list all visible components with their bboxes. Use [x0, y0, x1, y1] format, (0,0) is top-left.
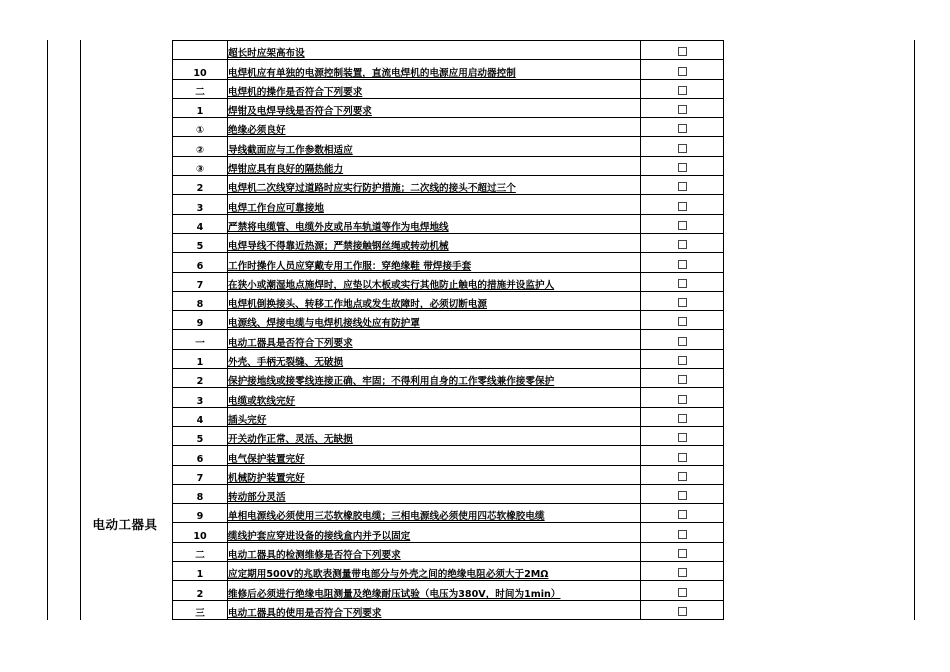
item-text-cell	[228, 369, 641, 388]
item-text-cell	[228, 291, 641, 310]
checkbox-cell	[641, 581, 724, 600]
table-row	[173, 542, 724, 561]
item-text: 电动工器具的检测维修是否符合下列要求	[228, 550, 401, 562]
checkbox[interactable]	[678, 298, 687, 307]
item-text: 绝缘必须良好	[228, 125, 286, 137]
checkbox-cell	[641, 542, 724, 561]
table-row	[173, 214, 724, 233]
checkbox[interactable]	[678, 47, 687, 56]
checkbox[interactable]	[678, 375, 687, 384]
checkbox-cell	[641, 484, 724, 503]
item-text-cell	[228, 600, 641, 619]
item-number: 8	[173, 484, 228, 503]
item-text: 保护接地线或接零线连接正确、牢固；不得利用自身的工作零线兼作接零保护	[228, 376, 555, 388]
checkbox[interactable]	[678, 414, 687, 423]
checkbox-cell	[641, 562, 724, 581]
item-text: 电焊导线不得靠近热源；严禁接触钢丝绳或转动机械	[228, 241, 449, 253]
checkbox-cell	[641, 118, 724, 137]
checkbox[interactable]	[678, 356, 687, 365]
checkbox-cell	[641, 156, 724, 175]
table-row	[173, 60, 724, 79]
item-number: ③	[173, 156, 228, 175]
item-number: ②	[173, 137, 228, 156]
table-row	[173, 291, 724, 310]
checkbox-cell	[641, 233, 724, 252]
item-number: 5	[173, 233, 228, 252]
item-text: 超长时应架高布设	[228, 48, 305, 60]
item-text-cell	[228, 446, 641, 465]
checkbox[interactable]	[678, 202, 687, 211]
checkbox[interactable]	[678, 433, 687, 442]
table-row	[173, 600, 724, 619]
checkbox[interactable]	[678, 395, 687, 404]
table-row	[173, 41, 724, 60]
item-text-cell	[228, 98, 641, 117]
item-number: 5	[173, 426, 228, 445]
item-text: 机械防护装置完好	[228, 472, 305, 484]
item-text: 电焊工作台应可靠接地	[228, 202, 324, 214]
table-row	[173, 311, 724, 330]
item-text: 在狭小或潮湿地点施焊时，应垫以木板或实行其他防止触电的措施并设监护人	[228, 279, 555, 291]
item-text: 电焊机二次线穿过道路时应实行防护措施；二次线的接头不超过三个	[228, 183, 516, 195]
item-text: 电缆或软线完好	[228, 395, 296, 407]
checkbox[interactable]	[678, 105, 687, 114]
item-text-cell	[228, 79, 641, 98]
checkbox-cell	[641, 426, 724, 445]
item-number: 三	[173, 600, 228, 619]
checkbox-cell	[641, 600, 724, 619]
table-row	[173, 388, 724, 407]
item-text: 导线截面应与工作参数相适应	[228, 144, 353, 156]
item-number: 3	[173, 388, 228, 407]
checkbox-cell	[641, 41, 724, 60]
checkbox-cell	[641, 465, 724, 484]
item-text: 电焊机的操作是否符合下列要求	[228, 86, 363, 98]
checkbox-cell	[641, 272, 724, 291]
checkbox[interactable]	[678, 549, 687, 558]
table-row	[173, 407, 724, 426]
item-text: 电焊机应有单独的电源控制装置，直流电焊机的电源应用启动器控制	[228, 67, 516, 79]
checkbox-cell	[641, 311, 724, 330]
item-text-cell	[228, 407, 641, 426]
item-number: 3	[173, 195, 228, 214]
checkbox-cell	[641, 523, 724, 542]
item-text-cell	[228, 349, 641, 368]
table-row	[173, 137, 724, 156]
checkbox-cell	[641, 369, 724, 388]
checkbox-cell	[641, 388, 724, 407]
item-text: 工作时操作人员应穿戴专用工作服：穿绝缘鞋 带焊接手套	[228, 260, 472, 272]
table-row	[173, 523, 724, 542]
right-outer-border	[914, 40, 915, 620]
table-row	[173, 446, 724, 465]
checkbox[interactable]	[678, 337, 687, 346]
checkbox-cell	[641, 330, 724, 349]
item-number: 2	[173, 369, 228, 388]
item-number: ①	[173, 118, 228, 137]
table-row	[173, 581, 724, 600]
item-text-cell	[228, 484, 641, 503]
category-column-border	[80, 40, 81, 620]
item-text: 插头完好	[228, 414, 267, 426]
item-number: 7	[173, 465, 228, 484]
checkbox[interactable]	[678, 530, 687, 539]
item-number: 1	[173, 98, 228, 117]
item-text-cell	[228, 542, 641, 561]
checkbox-cell	[641, 195, 724, 214]
item-text-cell	[228, 523, 641, 542]
table-row	[173, 484, 724, 503]
checkbox-cell	[641, 176, 724, 195]
item-text-cell	[228, 562, 641, 581]
checkbox-cell	[641, 214, 724, 233]
item-text: 电气保护装置完好	[228, 453, 305, 465]
checkbox-cell	[641, 253, 724, 272]
table-row	[173, 253, 724, 272]
item-text: 电动工器具是否符合下列要求	[228, 337, 353, 349]
table-row	[173, 272, 724, 291]
item-number: 一	[173, 330, 228, 349]
checkbox-cell	[641, 60, 724, 79]
table-row	[173, 465, 724, 484]
item-text: 应定期用500V的兆欧表测量带电部分与外壳之间的绝缘电阻必须大于2MΩ	[228, 569, 549, 581]
item-number: 8	[173, 291, 228, 310]
item-number: 10	[173, 60, 228, 79]
item-text: 开关动作正常、灵活、无缺损	[228, 434, 353, 446]
item-text: 维修后必须进行绝缘电阻测量及绝缘耐压试验（电压为380V，时间为1min）	[228, 588, 561, 600]
checkbox[interactable]	[678, 453, 687, 462]
table-row	[173, 504, 724, 523]
checkbox[interactable]	[678, 491, 687, 500]
checkbox[interactable]	[678, 144, 687, 153]
item-number: 二	[173, 542, 228, 561]
item-text: 电源线、焊接电缆与电焊机接线处应有防护罩	[228, 318, 420, 330]
table-row	[173, 195, 724, 214]
item-text: 外壳、手柄无裂缝、无破损	[228, 357, 344, 369]
checkbox[interactable]	[678, 221, 687, 230]
category-label: 电动工器具	[92, 517, 158, 532]
left-outer-border	[47, 40, 48, 620]
item-number: 6	[173, 253, 228, 272]
item-number: 10	[173, 523, 228, 542]
checkbox[interactable]	[678, 568, 687, 577]
item-text-cell	[228, 426, 641, 445]
item-text-cell	[228, 504, 641, 523]
item-text-cell	[228, 253, 641, 272]
item-number: 4	[173, 214, 228, 233]
item-text: 严禁将电缆管、电缆外皮或吊车轨道等作为电焊地线	[228, 221, 449, 233]
table-row	[173, 369, 724, 388]
item-text-cell	[228, 465, 641, 484]
table-row	[173, 426, 724, 445]
item-text-cell	[228, 581, 641, 600]
checkbox-cell	[641, 291, 724, 310]
checkbox[interactable]	[678, 317, 687, 326]
checkbox-cell	[641, 98, 724, 117]
item-text: 电焊机倒换接头、转移工作地点或发生故障时，必须切断电源	[228, 299, 488, 311]
checklist-table	[172, 40, 724, 620]
item-number	[173, 41, 228, 60]
item-number: 1	[173, 349, 228, 368]
checkbox[interactable]	[678, 163, 687, 172]
checkbox[interactable]	[678, 279, 687, 288]
table-row	[173, 562, 724, 581]
checkbox[interactable]	[678, 260, 687, 269]
item-text-cell	[228, 176, 641, 195]
checkbox[interactable]	[678, 124, 687, 133]
checkbox-cell	[641, 446, 724, 465]
table-row	[173, 98, 724, 117]
checkbox-cell	[641, 349, 724, 368]
table-row	[173, 349, 724, 368]
checkbox-cell	[641, 407, 724, 426]
item-text-cell	[228, 388, 641, 407]
checkbox-cell	[641, 79, 724, 98]
checkbox[interactable]	[678, 86, 687, 95]
checklist-body	[173, 41, 724, 620]
item-text: 转动部分灵活	[228, 492, 286, 504]
item-text-cell	[228, 41, 641, 60]
item-text: 单相电源线必须使用三芯软橡胶电缆；三相电源线必须使用四芯软橡胶电缆	[228, 511, 545, 523]
item-text: 电动工器具的使用是否符合下列要求	[228, 607, 382, 619]
table-row	[173, 233, 724, 252]
item-text-cell	[228, 156, 641, 175]
item-text-cell	[228, 272, 641, 291]
table-row	[173, 176, 724, 195]
item-text: 焊钳及电焊导线是否符合下列要求	[228, 106, 372, 118]
checkbox[interactable]	[678, 510, 687, 519]
item-text-cell	[228, 60, 641, 79]
table-row	[173, 156, 724, 175]
item-text-cell	[228, 233, 641, 252]
item-number: 6	[173, 446, 228, 465]
item-number: 9	[173, 311, 228, 330]
item-text-cell	[228, 330, 641, 349]
checkbox[interactable]	[678, 67, 687, 76]
checkbox-cell	[641, 137, 724, 156]
table-row	[173, 118, 724, 137]
item-number: 7	[173, 272, 228, 291]
item-number: 1	[173, 562, 228, 581]
item-number: 2	[173, 581, 228, 600]
item-text-cell	[228, 118, 641, 137]
item-text: 缆线护套应穿进设备的接线盒内并予以固定	[228, 530, 411, 542]
item-text-cell	[228, 311, 641, 330]
item-text: 焊钳应具有良好的隔热能力	[228, 164, 344, 176]
checkbox[interactable]	[678, 588, 687, 597]
item-number: 二	[173, 79, 228, 98]
item-text-cell	[228, 214, 641, 233]
checkbox-cell	[641, 504, 724, 523]
item-number: 2	[173, 176, 228, 195]
item-number: 9	[173, 504, 228, 523]
checkbox[interactable]	[678, 472, 687, 481]
checkbox[interactable]	[678, 182, 687, 191]
checkbox[interactable]	[678, 240, 687, 249]
checkbox[interactable]	[678, 607, 687, 616]
item-text-cell	[228, 137, 641, 156]
table-row	[173, 79, 724, 98]
item-text-cell	[228, 195, 641, 214]
item-number: 4	[173, 407, 228, 426]
table-row	[173, 330, 724, 349]
